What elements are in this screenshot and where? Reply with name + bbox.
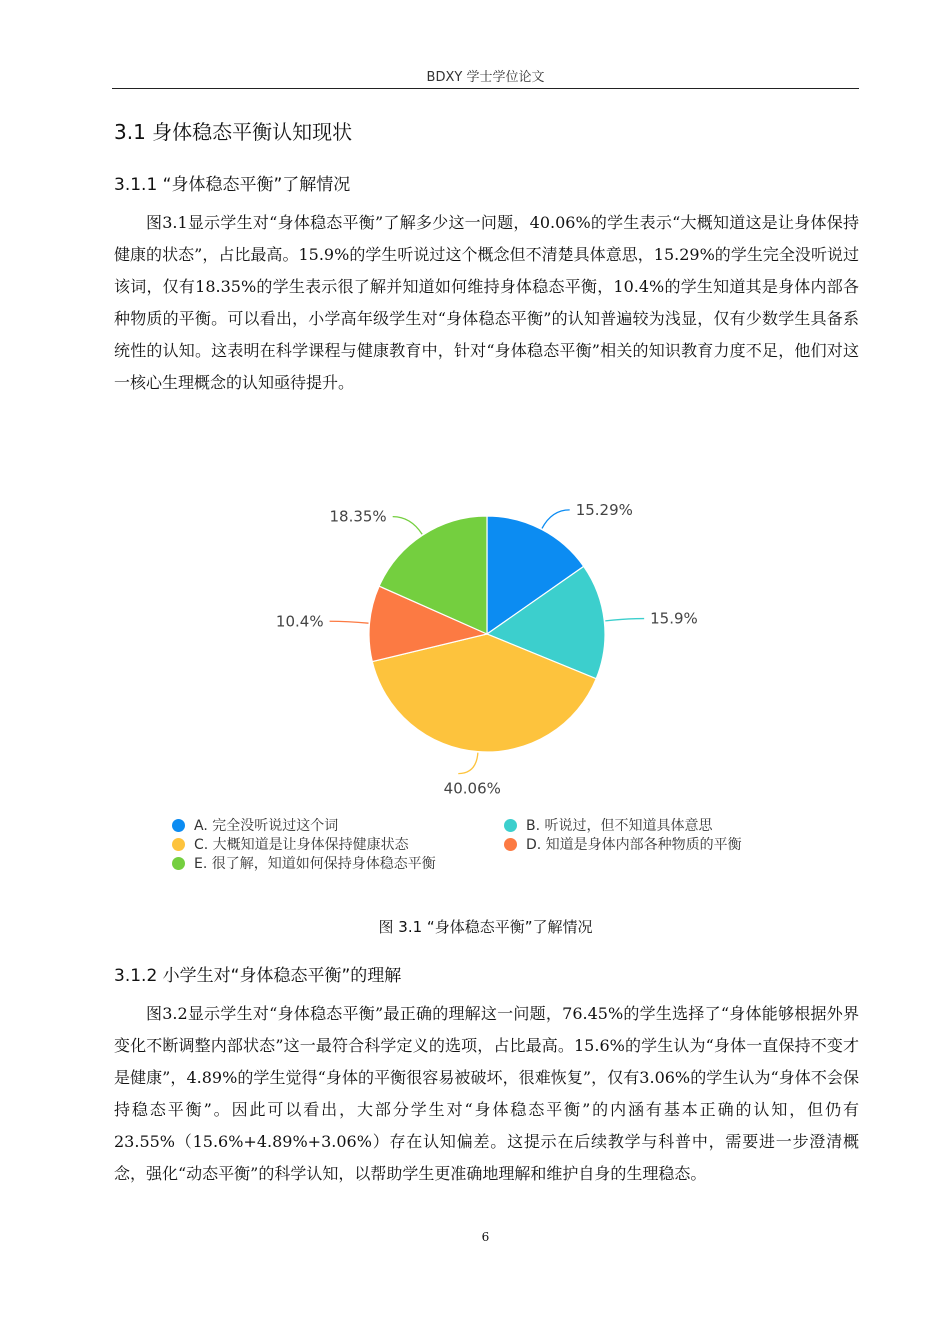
pie-slices (369, 516, 605, 752)
pie-chart (160, 470, 800, 820)
legend-label-d: D. 知道是身体内部各种物质的平衡 (526, 837, 742, 853)
legend-swatch-c (172, 838, 185, 851)
paragraph-2: 图3.2显示学生对“身体稳态平衡”最正确的理解这一问题，76.45%的学生选择了“身体能够根据外界变化不断调整内部状态”这一最符合科学定义的选项，占比最高。15.6%的学生认为“身体一直保持不变才是健康”，4.89%的学生觉得“身体的平衡很容易被破坏，很难恢复”，仅有3.06%的学生认为“身体不会保持稳态平衡”。因此可以看出，大部分学生对“身体稳态平衡”的内涵有基本正确的认知，但仍有23.55%（15.6%+4.89%+3.06%）存在认知偏差。这提示在后续教学与科普中，需要进一步澄清概念，强化“动态平衡”的科学认知，以帮助学生更准确地理解和维护自身的生理稳态。 (114, 1004, 859, 1183)
leader-line-a (542, 510, 570, 529)
legend-swatch-e (172, 857, 185, 870)
subsection-title-1: 3.1.1 “身体稳态平衡”了解情况 (114, 175, 351, 195)
subsection-title-2: 3.1.2 小学生对“身体稳态平衡”的理解 (114, 966, 402, 986)
legend-label-e: E. 很了解，知道如何保持身体稳态平衡 (194, 856, 436, 872)
data-label-d: 10.4% (275, 612, 324, 631)
legend-item-d (504, 836, 742, 855)
legend-item-c (172, 836, 409, 855)
leader-line-d (330, 621, 369, 623)
legend-item-a (172, 817, 338, 836)
figure-caption: 图 3.1 “身体稳态平衡”了解情况 (378, 918, 593, 936)
leader-line-e (393, 517, 422, 535)
page-number: 6 (481, 1230, 490, 1244)
leader-line-c (458, 753, 478, 774)
header-rule (112, 88, 859, 89)
legend-swatch-b (504, 819, 517, 832)
section-title: 3.1 身体稳态平衡认知现状 (114, 120, 353, 144)
legend-label-b: B. 听说过，但不知道具体意思 (526, 818, 713, 834)
leader-line-b (605, 619, 644, 621)
legend-label-c: C. 大概知道是让身体保持健康状态 (194, 837, 409, 853)
legend-label-a: A. 完全没听说过这个词 (194, 818, 339, 834)
legend-item-b (504, 817, 713, 836)
legend-swatch-a (172, 819, 185, 832)
legend-swatch-d (504, 838, 517, 851)
data-label-e: 18.35% (329, 507, 387, 526)
data-label-c: 40.06% (443, 779, 501, 798)
paragraph-1: 图3.1显示学生对“身体稳态平衡”了解多少这一问题，40.06%的学生表示“大概知道这是让身体保持健康的状态”，占比最高。15.9%的学生听说过这个概念但不清楚具体意思，15.29%的学生完全没听说过该词，仅有18.35%的学生表示很了解并知道如何维持身体稳态平衡，10.4%的学生知道其是身体内部各种物质的平衡。可以看出，小学高年级学生对“身体稳态平衡”的认知普遍较为浅显，仅有少数学生具备系统性的认知。这表明在科学课程与健康教育中，针对“身体稳态平衡”相关的知识教育力度不足，他们对这一核心生理概念的认知亟待提升。 (114, 213, 859, 392)
data-label-a: 15.29% (575, 500, 633, 519)
data-label-b: 15.9% (650, 609, 698, 628)
legend-item-e (172, 855, 436, 874)
chart-legend (172, 817, 812, 877)
page-header: BDXY 学士学位论文 (426, 70, 545, 85)
